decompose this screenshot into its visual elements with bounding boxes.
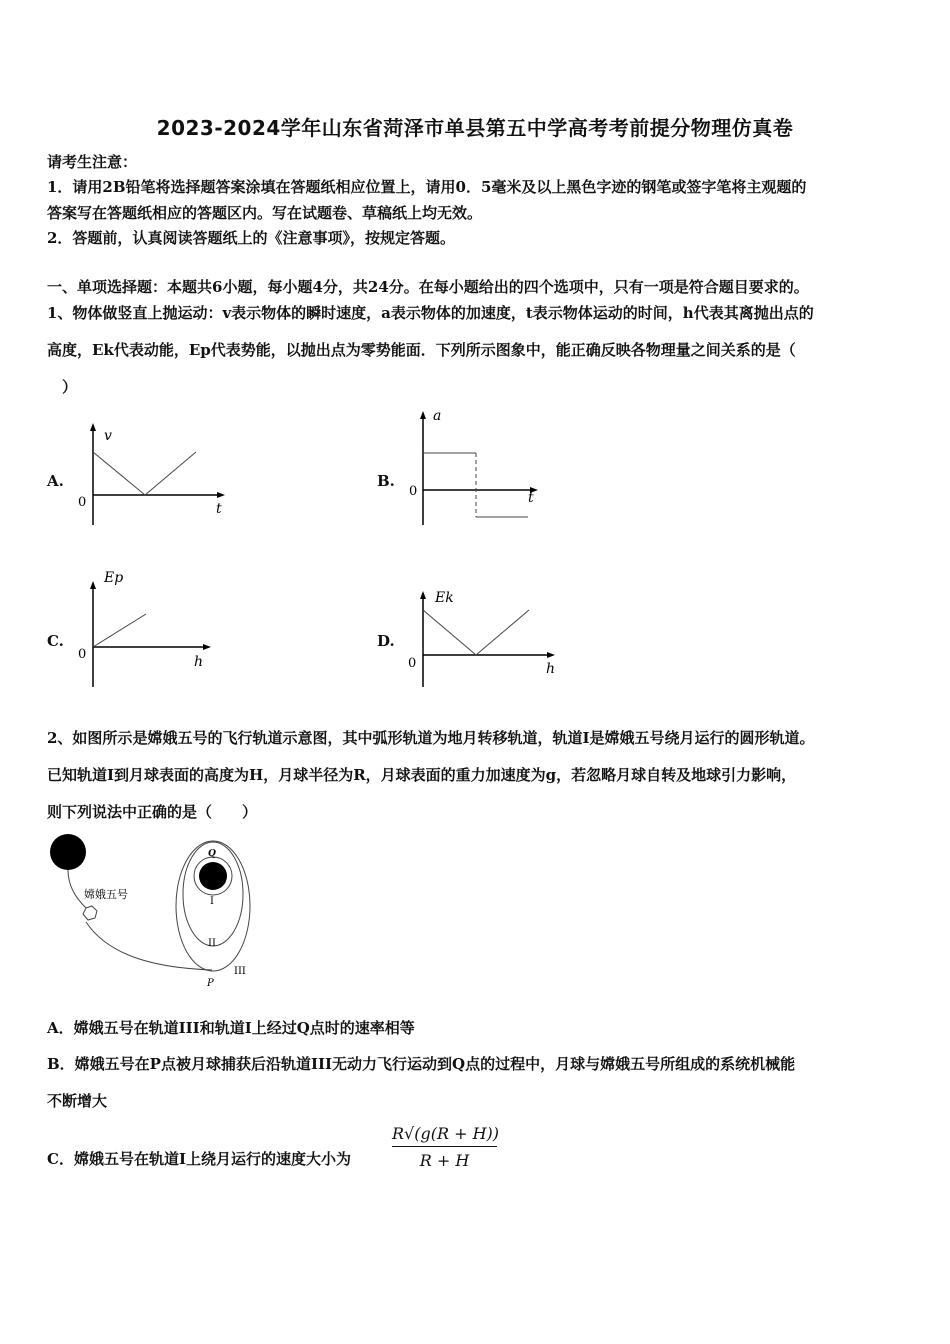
x-label: h	[194, 654, 204, 670]
transfer-orbit-lower	[86, 922, 212, 970]
q2-line-3: 则下列说法中正确的是（ ）	[47, 803, 258, 821]
label-q: Q	[208, 849, 216, 859]
v-curve	[93, 452, 196, 495]
x-axis-arrow	[203, 644, 211, 650]
origin-label: 0	[78, 495, 87, 510]
formula-fraction	[392, 1124, 500, 1170]
graph-v-t	[70, 420, 240, 530]
q1-option-d-letter[interactable]: D.	[377, 632, 395, 650]
moon-circle	[199, 862, 227, 890]
label-p: P	[207, 978, 214, 989]
q1-line-2: 高度，Ek代表动能，Ep代表势能，以抛出点为零势能面．下列所示图象中，能正确反映各物理量之间关系的是（	[47, 341, 796, 359]
label-orbit-iii: III	[234, 966, 246, 977]
q2-line-2: 已知轨道I到月球表面的高度为H，月球半径为R，月球表面的重力加速度为g，若忽略月球自转及地球引力影响，	[47, 766, 797, 784]
q2-option-a[interactable]: A．嫦娥五号在轨道III和轨道I上经过Q点时的速率相等	[47, 1019, 415, 1037]
x-label: t	[216, 501, 222, 517]
y-axis-arrow	[90, 423, 96, 431]
notice-line-3: 2．答题前，认真阅读答题纸上的《注意事项》，按规定答题。	[47, 229, 455, 247]
q2-line-1: 2、如图所示是嫦娥五号的飞行轨道示意图，其中弧形轨道为地月转移轨道，轨道I是嫦娥五号绕月运行的圆形轨道。	[47, 729, 815, 747]
graph-ep-h	[70, 565, 220, 690]
origin-label: 0	[409, 484, 418, 499]
y-label: a	[433, 408, 442, 424]
label-orbit-i: I	[210, 896, 214, 907]
q2-option-c[interactable]: C．嫦娥五号在轨道I上绕月运行的速度大小为	[47, 1150, 351, 1168]
y-label: Ek	[435, 590, 454, 606]
notice-line-1: 1．请用2B铅笔将选择题答案涂填在答题纸相应位置上，请用0．5毫米及以上黑色字迹的钢笔或签字笔将主观题的	[47, 178, 807, 196]
y-axis-arrow	[420, 411, 426, 419]
origin-label: 0	[78, 647, 87, 662]
notice-line-2: 答案写在答题纸相应的答题区内。写在试题卷、草稿纸上均无效。	[47, 204, 483, 222]
formula-numerator: R√(g(R + H))	[392, 1124, 497, 1147]
y-axis-arrow	[90, 581, 96, 589]
y-label: Ep	[104, 570, 124, 586]
q1-line-3: ）	[62, 378, 78, 396]
ek-curve	[423, 610, 529, 655]
q1-option-a-letter[interactable]: A.	[47, 472, 64, 490]
x-axis-arrow	[547, 652, 555, 658]
q1-line-1: 1、物体做竖直上抛运动：v表示物体的瞬时速度，a表示物体的加速度，t表示物体运动的时间，h代表其离抛出点的	[47, 304, 814, 322]
formula-denominator: R + H	[419, 1151, 470, 1170]
graph-ek-h	[400, 585, 565, 690]
q1-option-c-letter[interactable]: C.	[47, 632, 64, 650]
label-orbit-ii: II	[208, 938, 216, 949]
x-label: t	[528, 490, 534, 506]
origin-label: 0	[408, 656, 417, 671]
earth-circle	[50, 834, 86, 870]
ep-line	[93, 614, 146, 647]
q2-option-b-line-2: 不断增大	[47, 1092, 108, 1110]
y-axis-arrow	[420, 591, 426, 599]
probe-icon	[83, 906, 97, 920]
q1-option-b-letter[interactable]: B.	[377, 472, 395, 490]
y-label: v	[104, 428, 112, 444]
page-title: 2023-2024学年山东省菏泽市单县第五中学高考考前提分物理仿真卷	[156, 116, 794, 140]
q2-option-b-line-1[interactable]: B．嫦娥五号在P点被月球捕获后沿轨道III无动力飞行运动到Q点的过程中，月球与嫦娥五号所组成的系统机械能	[47, 1055, 796, 1073]
probe-label: 嫦娥五号	[84, 888, 128, 901]
notice-heading: 请考生注意：	[47, 153, 138, 171]
x-axis-arrow	[217, 492, 225, 498]
section-heading: 一、单项选择题：本题共6小题，每小题4分，共24分。在每小题给出的四个选项中，只有一项是符合题目要求的。	[47, 278, 809, 296]
x-label: h	[546, 661, 556, 677]
graph-a-t	[400, 405, 560, 530]
orbit-diagram	[40, 828, 270, 993]
